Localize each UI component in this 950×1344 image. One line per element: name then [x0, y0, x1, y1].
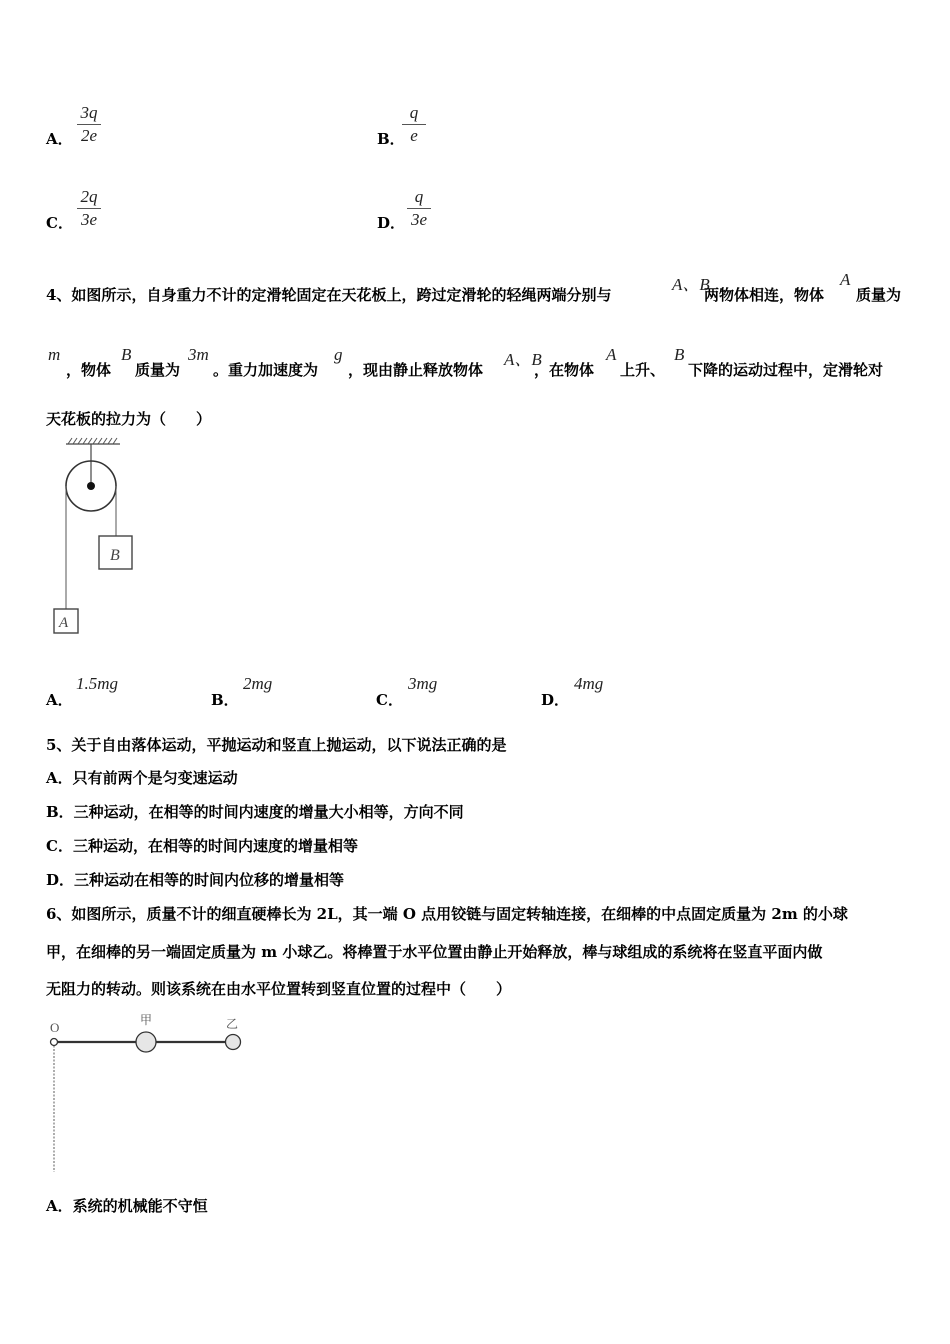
ball-jia-label: 甲	[140, 1013, 153, 1027]
pivot-o	[51, 1039, 58, 1046]
q4-option-a-label: A．	[46, 691, 73, 709]
q4-option-c-value: 3mg	[408, 674, 438, 693]
q4-line2-text: 。重力加速度为	[213, 361, 319, 379]
math-ab: A、B	[672, 275, 710, 294]
ball-yi-label: 乙	[226, 1017, 239, 1031]
q4-line3-text: 天花板的拉力为（ ）	[46, 410, 212, 428]
fraction	[74, 103, 104, 146]
fraction	[404, 187, 434, 230]
q4-line1-text: 质量为	[856, 286, 902, 304]
q4-option-a-value: 1.5mg	[76, 674, 119, 693]
fraction-bar	[402, 124, 426, 125]
math-b: B	[121, 345, 132, 364]
q4-option-b-value: 2mg	[243, 674, 273, 693]
point-o-label: O	[50, 1020, 60, 1035]
denominator: 3e	[80, 210, 98, 229]
q5-option-d: D．三种运动在相等的时间内位移的增量相等	[46, 871, 345, 889]
math-m: m	[48, 345, 61, 364]
math-b: B	[674, 345, 685, 364]
math-3m: 3m	[188, 345, 209, 364]
q4-line2-text: ，现由静止释放物体	[348, 361, 484, 379]
q6-line3: 无阻力的转动。则该系统在由水平位置转到竖直位置的过程中（ ）	[46, 980, 512, 998]
q4-option-d-value: 4mg	[574, 674, 604, 693]
fraction-bar	[77, 124, 101, 125]
ceiling-hatch	[66, 438, 120, 444]
rod-figure	[44, 1010, 254, 1176]
option-label: B．	[377, 130, 405, 148]
numerator: 3q	[80, 103, 98, 122]
math-a: A	[840, 270, 851, 289]
q4-line1-text: 两物体相连，物体	[704, 286, 825, 304]
fraction	[399, 103, 429, 146]
q5-option-b: B．三种运动，在相等的时间内速度的增量大小相等，方向不同	[46, 803, 464, 821]
q5-stem: 5、关于自由落体运动，平抛运动和竖直上抛运动，以下说法正确的是	[46, 736, 507, 754]
numerator: q	[414, 187, 424, 206]
q4-line2-text: 质量为	[135, 361, 181, 379]
q5-option-c: C．三种运动，在相等的时间内速度的增量相等	[46, 837, 358, 855]
denominator: 3e	[410, 210, 428, 229]
q4-line1-text: 4、如图所示，自身重力不计的定滑轮固定在天花板上，跨过定滑轮的轻绳两端分别与	[46, 286, 612, 304]
q4-option-c-label: C．	[376, 691, 403, 709]
option-label: A．	[46, 130, 73, 148]
math-g: g	[334, 345, 343, 364]
denominator: 2e	[80, 126, 98, 145]
fraction-bar	[77, 208, 101, 209]
denominator: e	[410, 126, 418, 145]
pulley-figure	[44, 432, 144, 638]
option-label: C．	[46, 214, 73, 232]
q6-line2: 甲，在细棒的另一端固定质量为 m 小球乙。将棒置于水平位置由静止开始释放，棒与球组成的系统将在竖直平面内做	[46, 943, 823, 961]
block-b-label: B	[110, 547, 120, 564]
q6-option-a: A．系统的机械能不守恒	[46, 1197, 208, 1215]
numerator: 2q	[80, 187, 98, 206]
block-a-label: A	[59, 615, 69, 631]
pulley-axle	[87, 482, 95, 490]
q4-line2-text: ，在物体	[534, 361, 595, 379]
q4-line2-text: ，物体	[66, 361, 112, 379]
q4-line2-text: 下降的运动过程中，定滑轮对	[688, 361, 884, 379]
math-ab: A、B	[504, 350, 542, 369]
q6-line1: 6、如图所示，质量不计的细直硬棒长为 2L，其一端 O 点用铰链与固定转轴连接，在细棒的中点固定质量为 2m 的小球	[46, 905, 848, 923]
numerator: q	[409, 103, 419, 122]
q4-line2-text: 上升、	[620, 361, 666, 379]
ball-yi	[226, 1035, 241, 1050]
q4-option-b-label: B．	[211, 691, 239, 709]
q4-option-d-label: D．	[541, 691, 570, 709]
option-label: D．	[377, 214, 406, 232]
fraction	[74, 187, 104, 230]
math-a: A	[606, 345, 617, 364]
fraction-bar	[407, 208, 431, 209]
q5-option-a: A．只有前两个是匀变速运动	[46, 769, 238, 787]
ball-jia	[136, 1032, 156, 1052]
